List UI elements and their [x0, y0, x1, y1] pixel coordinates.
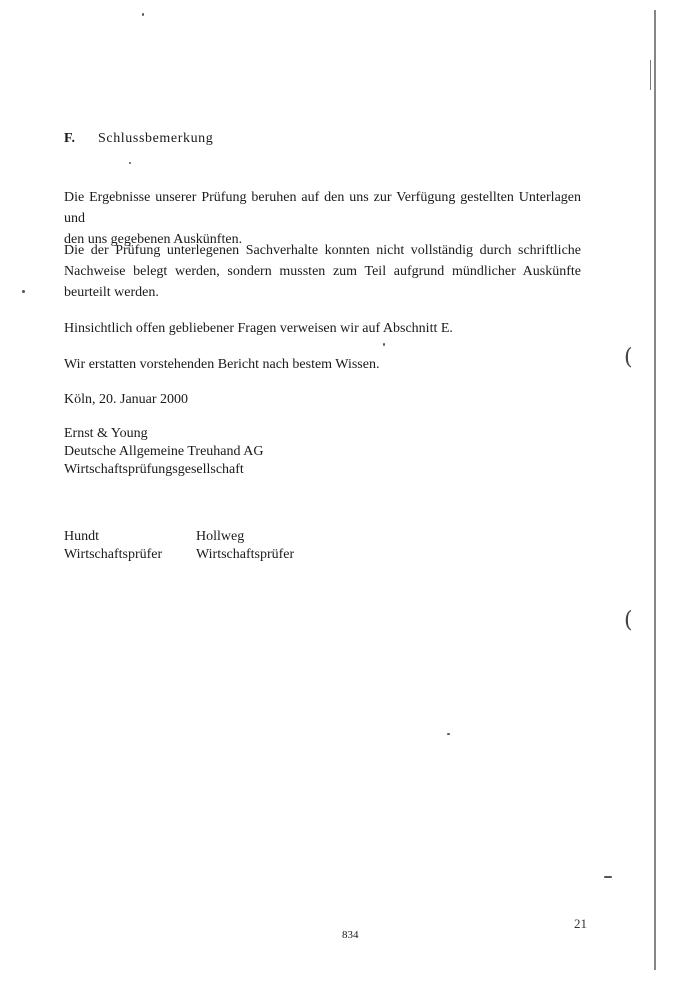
signatory-name: Hollweg	[196, 529, 245, 544]
place-date	[64, 389, 581, 410]
firm-name: Ernst & Young	[64, 426, 148, 441]
firm-subtitle: Deutsche Allgemeine Treuhand AG	[64, 444, 264, 459]
signatory-right	[196, 528, 294, 564]
paragraph-line: Hinsichtlich offen gebliebener Fragen verweisen wir auf Abschnitt E.	[64, 321, 453, 336]
scan-bracket-mark: (	[624, 345, 633, 370]
signatory-title: Wirtschaftsprüfer	[64, 547, 163, 562]
paragraph-line: den uns gegebenen Auskünften.	[64, 232, 243, 247]
scan-speck	[383, 343, 385, 346]
firm-type: Wirtschaftsprüfungsgesellschaft	[64, 462, 244, 477]
paragraph-line: Wir erstatten vorstehenden Bericht nach bestem Wissen.	[64, 357, 380, 372]
scan-speck	[129, 162, 131, 164]
scan-speck	[604, 876, 612, 878]
signatory-title: Wirtschaftsprüfer	[196, 547, 295, 562]
paragraph-line: Nachweise belegt werden, sondern mussten zum Teil aufgrund mündlicher Auskünfte	[64, 264, 581, 279]
corner-page-number: 21	[574, 916, 587, 931]
scan-speck	[447, 733, 450, 735]
section-heading	[64, 131, 213, 147]
place-date-text: Köln, 20. Januar 2000	[64, 392, 189, 407]
scan-edge-mark	[650, 60, 651, 90]
section-title: Schlussbemerkung	[98, 131, 214, 146]
paragraph-line: beurteilt werden.	[64, 285, 159, 300]
signatory-name: Hundt	[64, 529, 99, 544]
paragraph-open-questions	[64, 318, 581, 339]
firm-block	[64, 425, 581, 479]
signatory-left	[64, 528, 162, 564]
scan-bracket-mark: (	[624, 608, 633, 633]
paragraph-line: Die Ergebnisse unserer Prüfung beruhen auf den uns zur Verfügung gestellten Unterlagen und	[64, 190, 581, 226]
scan-speck	[142, 13, 144, 16]
section-letter: F.	[64, 131, 76, 146]
paragraph-facts	[64, 240, 581, 303]
scan-edge-line	[654, 10, 656, 970]
scan-speck	[22, 290, 25, 293]
page-number: 834	[342, 929, 359, 941]
paragraph-line: Die der Prüfung unterlegenen Sachverhalte konnten nicht vollständig durch schriftliche	[64, 243, 581, 258]
paragraph-report-statement	[64, 354, 581, 375]
